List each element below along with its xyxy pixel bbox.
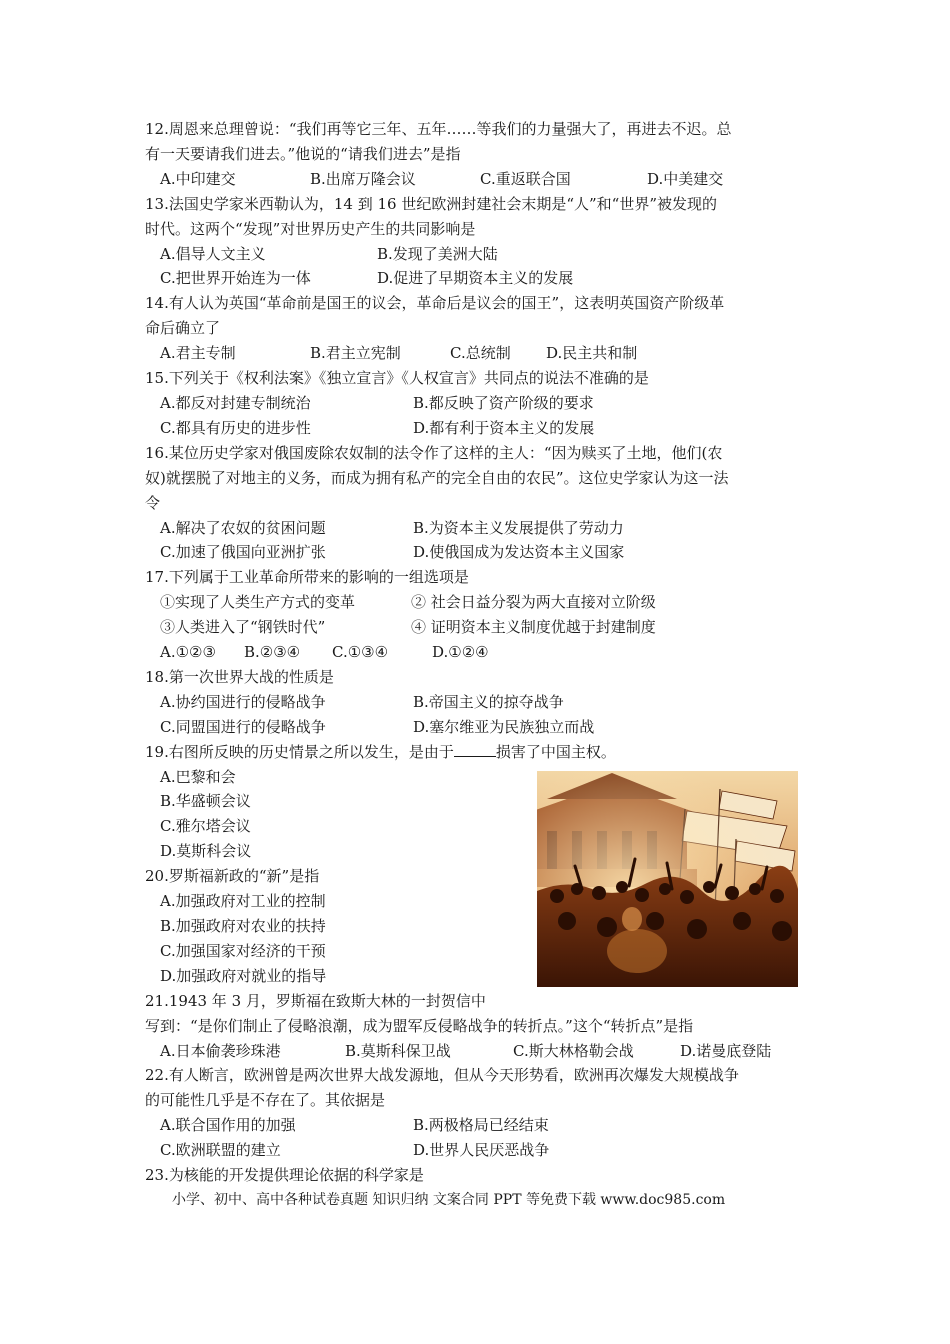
option-c: C.①③④ bbox=[332, 643, 389, 662]
option-d: D.世界人民厌恶战争 bbox=[413, 1141, 550, 1160]
option-a: A.加强政府对工业的控制 bbox=[160, 892, 326, 911]
question-text: 18.第一次世界大战的性质是 bbox=[145, 667, 334, 686]
options-row bbox=[145, 242, 810, 267]
option-c: C.总统制 bbox=[450, 344, 511, 363]
question-text: 15.下列关于《权利法案》《独立宣言》《人权宣言》共同点的说法不准确的是 bbox=[145, 369, 649, 388]
question-text: 写到：“是你们制止了侵略浪潮，成为盟军反侵略战争的转折点。”这个“转折点”是指 bbox=[145, 1016, 694, 1035]
question-text-before: 19.右图所反映的历史情景之所以发生，是由于 bbox=[145, 742, 454, 761]
option-b: B.两极格局已经结束 bbox=[413, 1116, 549, 1135]
question-text: 21.1943 年 3 月，罗斯福在致斯大林的一封贺信中 bbox=[145, 991, 486, 1010]
question-16 bbox=[145, 441, 810, 566]
option-c: C.斯大林格勒会战 bbox=[513, 1041, 634, 1060]
statements-row bbox=[145, 590, 810, 615]
question-14 bbox=[145, 291, 810, 366]
option-a: A.①②③ bbox=[160, 643, 216, 662]
option-a: A.中印建交 bbox=[160, 169, 236, 188]
question-text: 令 bbox=[145, 493, 161, 512]
question-18 bbox=[145, 665, 810, 740]
option-c: C.都具有历史的进步性 bbox=[160, 418, 311, 437]
option-a: A.日本偷袭珍珠港 bbox=[160, 1041, 281, 1060]
question-22 bbox=[145, 1063, 810, 1163]
question-text: 22.有人断言，欧洲曾是两次世界大战发源地，但从今天形势看，欧洲再次爆发大规模战争 bbox=[145, 1066, 739, 1085]
option-b: B.发现了美洲大陆 bbox=[377, 244, 498, 263]
option-d: D.莫斯科会议 bbox=[160, 842, 252, 861]
option-c: C.加速了俄国向亚洲扩张 bbox=[160, 543, 326, 562]
option-a: A.都反对封建专制统治 bbox=[160, 393, 311, 412]
option-b: B.莫斯科保卫战 bbox=[345, 1041, 451, 1060]
option-a: A.倡导人文主义 bbox=[160, 244, 266, 263]
option-d: D.加强政府对就业的指导 bbox=[160, 966, 327, 985]
question-13 bbox=[145, 192, 810, 292]
question-text: 时代。这两个“发现”对世界历史产生的共同影响是 bbox=[145, 219, 476, 238]
option-b: B.都反映了资产阶级的要求 bbox=[413, 393, 594, 412]
option-b: B.帝国主义的掠夺战争 bbox=[413, 692, 564, 711]
statement-4: ④ 证明资本主义制度优越于封建制度 bbox=[411, 618, 656, 637]
statement-3: ③人类进入了“钢铁时代” bbox=[160, 618, 326, 637]
options-row bbox=[145, 266, 810, 291]
options-row bbox=[145, 1138, 810, 1163]
question-17 bbox=[145, 565, 810, 665]
option-a: A.巴黎和会 bbox=[160, 767, 236, 786]
option-b: B.为资本主义发展提供了劳动力 bbox=[413, 518, 624, 537]
option-a: A.联合国作用的加强 bbox=[160, 1116, 296, 1135]
footer-advertisement: 小学、初中、高中各种试卷真题 知识归纳 文案合同 PPT 等免费下载 www.doc985.com bbox=[172, 1192, 726, 1208]
question-text: 的可能性几乎是不存在了。其依据是 bbox=[145, 1091, 386, 1110]
question-12 bbox=[145, 117, 810, 192]
question-text: 17.下列属于工业革命所带来的影响的一组选项是 bbox=[145, 568, 469, 587]
question-text: 命后确立了 bbox=[145, 319, 221, 338]
options-row bbox=[145, 640, 810, 665]
option-d: D.塞尔维亚为民族独立而战 bbox=[413, 717, 595, 736]
option-c: C.重返联合国 bbox=[480, 169, 571, 188]
question-text: 奴)就摆脱了对地主的义务，而成为拥有私产的完全自由的农民”。这位史学家认为这一法 bbox=[145, 468, 729, 487]
option-b: B.君主立宪制 bbox=[310, 344, 401, 363]
option-d: D.诺曼底登陆 bbox=[680, 1041, 772, 1060]
question-23 bbox=[145, 1163, 810, 1188]
option-d: D.都有利于资本主义的发展 bbox=[413, 418, 595, 437]
option-c: C.同盟国进行的侵略战争 bbox=[160, 717, 326, 736]
question-text: 23.为核能的开发提供理论依据的科学家是 bbox=[145, 1166, 424, 1185]
option-b: B.出席万隆会议 bbox=[310, 169, 416, 188]
options-row bbox=[145, 540, 810, 565]
option-b: B.加强政府对农业的扶持 bbox=[160, 917, 326, 935]
question-list bbox=[145, 117, 810, 1188]
question-text bbox=[145, 740, 810, 765]
answer-blank bbox=[454, 742, 496, 757]
option-b: B.②③④ bbox=[244, 643, 301, 662]
option-a: A.协约国进行的侵略战争 bbox=[160, 692, 326, 711]
option-c: C.加强国家对经济的干预 bbox=[160, 941, 326, 960]
options-row bbox=[145, 391, 810, 416]
options-row bbox=[145, 1039, 810, 1064]
question-text: 13.法国史学家米西勒认为，14 到 16 世纪欧洲封建社会末期是“人”和“世界”被发现的 bbox=[145, 194, 718, 213]
options-row bbox=[145, 715, 810, 740]
options-row bbox=[145, 1113, 810, 1138]
question-15 bbox=[145, 366, 810, 441]
options-row bbox=[145, 516, 810, 541]
question-text: 14.有人认为英国“革命前是国王的议会，革命后是议会的国王”，这表明英国资产阶级革 bbox=[145, 294, 725, 313]
option-d: D.促进了早期资本主义的发展 bbox=[377, 269, 574, 288]
option-d: D.中美建交 bbox=[647, 169, 724, 188]
option-d: D.使俄国成为发达资本主义国家 bbox=[413, 543, 625, 562]
options-row bbox=[145, 341, 810, 366]
question-21 bbox=[145, 989, 810, 1064]
option-d: D.①②④ bbox=[432, 643, 489, 662]
statements-row bbox=[145, 615, 810, 640]
statement-1: ①实现了人类生产方式的变革 bbox=[160, 593, 356, 612]
option-c: C.把世界开始连为一体 bbox=[160, 269, 311, 288]
option-d: D.民主共和制 bbox=[546, 344, 638, 363]
question-text: 16.某位历史学家对俄国废除农奴制的法令作了这样的主人：“因为赎买了土地，他们(农 bbox=[145, 443, 723, 462]
historical-painting-image bbox=[537, 771, 798, 987]
question-text: 12.周恩来总理曾说：“我们再等它三年、五年……等我们的力量强大了，再进去不迟。总 bbox=[145, 120, 732, 138]
option-b: B.华盛顿会议 bbox=[160, 792, 251, 811]
question-text: 有一天要请我们进去。”他说的“请我们进去”是指 bbox=[145, 144, 461, 163]
options-row bbox=[145, 167, 810, 192]
statement-2: ② 社会日益分裂为两大直接对立阶级 bbox=[411, 593, 656, 612]
options-row bbox=[145, 416, 810, 441]
option-a: A.君主专制 bbox=[160, 344, 236, 363]
option-a: A.解决了农奴的贫困问题 bbox=[160, 518, 326, 537]
options-row bbox=[145, 690, 810, 715]
question-text-after: 损害了中国主权。 bbox=[495, 742, 616, 761]
option-c: C.欧洲联盟的建立 bbox=[160, 1141, 281, 1160]
question-text: 20.罗斯福新政的“新”是指 bbox=[145, 867, 320, 886]
option-c: C.雅尔塔会议 bbox=[160, 817, 251, 836]
